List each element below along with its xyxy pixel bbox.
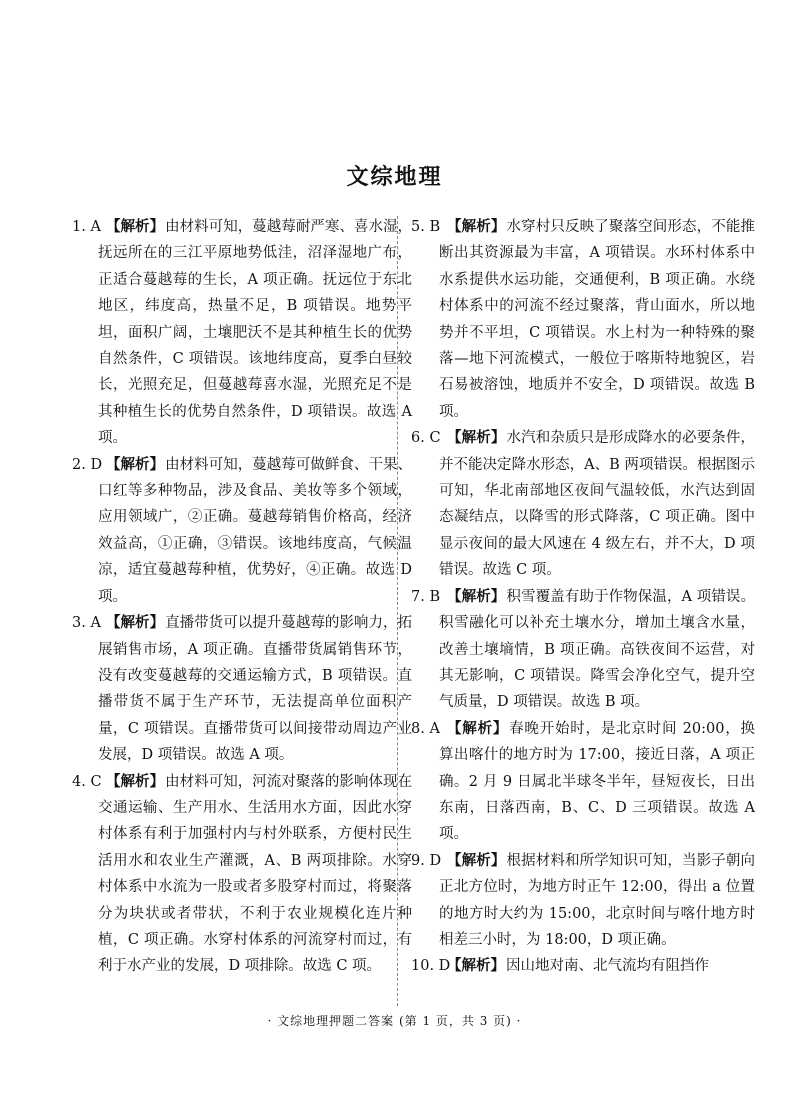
answer-number: 3. A — [72, 615, 101, 632]
answer-number: 8. A — [411, 720, 440, 737]
analysis-tag: 【解析】 — [447, 851, 506, 869]
analysis-tag: 【解析】 — [106, 455, 165, 473]
answer-item — [411, 425, 755, 583]
answer-item — [411, 848, 755, 954]
answer-number: 6. C — [411, 430, 441, 447]
answer-number: 4. C — [72, 773, 102, 790]
answer-text: 因山地对南、北气流均有阻挡作 — [506, 958, 709, 975]
analysis-tag: 【解析】 — [447, 957, 505, 975]
answer-text: 水穿村只反映了聚落空间形态，不能推断出其资源最为丰富，A 项错误。水环村体系中水系提供水运功能，交通便利，B 项正确。水绕村体系中的河流不经过聚落，背山面水，所以地势并不平坦，C 项错误。水上村为一种特殊的聚落—地下河流模式，一般位于喀斯特地貌区，岩石易被溶蚀，地质并不安全，D 项错误。故选 B 项。 — [439, 219, 755, 420]
answer-item — [72, 214, 412, 452]
answer-number: 7. B — [411, 588, 441, 605]
answer-body — [439, 848, 755, 954]
answer-text: 由材料可知，河流对聚落的影响体现在交通运输、生产用水、生活用水方面，因此水穿村体系有利于加强村内与村外联系，方便村民生活用水和农业生产灌溉，A、B 两项排除。水穿村体系中水流为一股或者多股穿村而过，将聚落分为块状或者带状，不利于农业规模化连片种植，C 项正确。水穿村体系的河流穿村而过，有利于水产业的发展，D 项排除。故选 C 项。 — [98, 773, 413, 975]
answer-body — [98, 769, 412, 980]
answer-body — [439, 716, 755, 848]
answer-text: 由材料可知，蔓越莓可做鲜食、干果、口红等多种物品，涉及食品、美妆等多个领域，应用领域广，②正确。蔓越莓销售价格高，经济效益高，①正确，③错误。该地纬度高，气候温凉，适宜蔓越莓种植，优势好，④正确。故选 D 项。 — [98, 456, 413, 605]
answer-number: 5. B — [411, 219, 441, 235]
answer-body — [98, 610, 412, 768]
left-column — [72, 214, 412, 980]
analysis-tag: 【解析】 — [447, 587, 506, 605]
answer-number: 1. A — [72, 219, 101, 235]
answer-body — [439, 214, 755, 425]
answer-text: 积雪覆盖有助于作物保温，A 项错误。积雪融化可以补充土壤水分，增加土壤含水量，改善土壤墒情，B 项正确。高铁夜间不运营，对其无影响，C 项错误。降雪会净化空气，提升空气质量，D 项错误。故选 B 项。 — [439, 588, 755, 711]
answer-text: 春晚开始时，是北京时间 20:00，换算出喀什的地方时为 17:00，接近日落，A 项正确。2 月 9 日属北半球冬半年，昼短夜长，日出东南，日落西南，B、C、D 三项错误。故选 A 项。 — [439, 720, 755, 843]
answer-item — [72, 452, 412, 610]
answer-body — [98, 452, 412, 610]
answer-item — [411, 214, 755, 425]
analysis-tag: 【解析】 — [106, 614, 165, 632]
answer-item — [411, 953, 755, 979]
answer-text: 水汽和杂质只是形成降水的必要条件，并不能决定降水形态，A、B 两项错误。根据图示可知，华北南部地区夜间气温较低，水汽达到固态凝结点，以降雪的形式降落，C 项正确。图中显示夜间的最大风速在 4 级左右，并不大，D 项错误。故选 C 项。 — [439, 430, 755, 579]
answer-text: 直播带货可以提升蔓越莓的影响力，拓展销售市场，A 项正确。直播带货属销售环节，没有改变蔓越莓的交通运输方式，B 项错误。直播带货不属于生产环节，无法提高单位面积产量，C 项错误。直播带货可以间接带动周边产业发展，D 项错误。故选 A 项。 — [98, 615, 413, 764]
page-footer: · 文综地理押题二答案 (第 1 页，共 3 页) · — [267, 1014, 522, 1028]
answer-item — [411, 716, 755, 848]
analysis-tag: 【解析】 — [447, 719, 509, 737]
answer-number: 2. D — [72, 456, 103, 473]
answer-number: 10. D — [411, 958, 451, 975]
answer-body — [439, 584, 755, 716]
answer-item — [72, 769, 412, 980]
answer-item — [72, 610, 412, 768]
analysis-tag: 【解析】 — [106, 772, 165, 790]
answer-body — [439, 425, 755, 583]
answer-text: 由材料可知，蔓越莓耐严寒、喜水湿，抚远所在的三江平原地势低洼，沼泽湿地广布，正适合蔓越莓的生长，A 项正确。抚远位于东北地区，纬度高，热量不足，B 项错误。地势平坦，面积广阔，土壤肥沃不是其种植生长的优势自然条件，C 项错误。该地纬度高，夏季白昼较长，光照充足，但蔓越莓喜水湿，光照充足不是其种植生长的优势自然条件，D 项错误。故选 A 项。 — [98, 219, 413, 447]
answer-item — [411, 584, 755, 716]
analysis-tag: 【解析】 — [106, 218, 165, 235]
page-title: 文综地理 — [346, 165, 443, 190]
answer-text: 根据材料和所学知识可知，当影子朝向正北方位时，为地方时正午 12:00，得出 a 位置的地方时大约为 15:00，北京时间与喀什地方时相差三小时，为 18:00，D 项正确。 — [439, 852, 755, 948]
answer-body — [439, 953, 755, 979]
answer-number: 9. D — [411, 852, 442, 869]
column-divider — [397, 216, 398, 1006]
analysis-tag: 【解析】 — [447, 218, 506, 235]
right-column — [411, 214, 755, 980]
analysis-tag: 【解析】 — [447, 429, 506, 447]
answer-body — [98, 214, 412, 452]
